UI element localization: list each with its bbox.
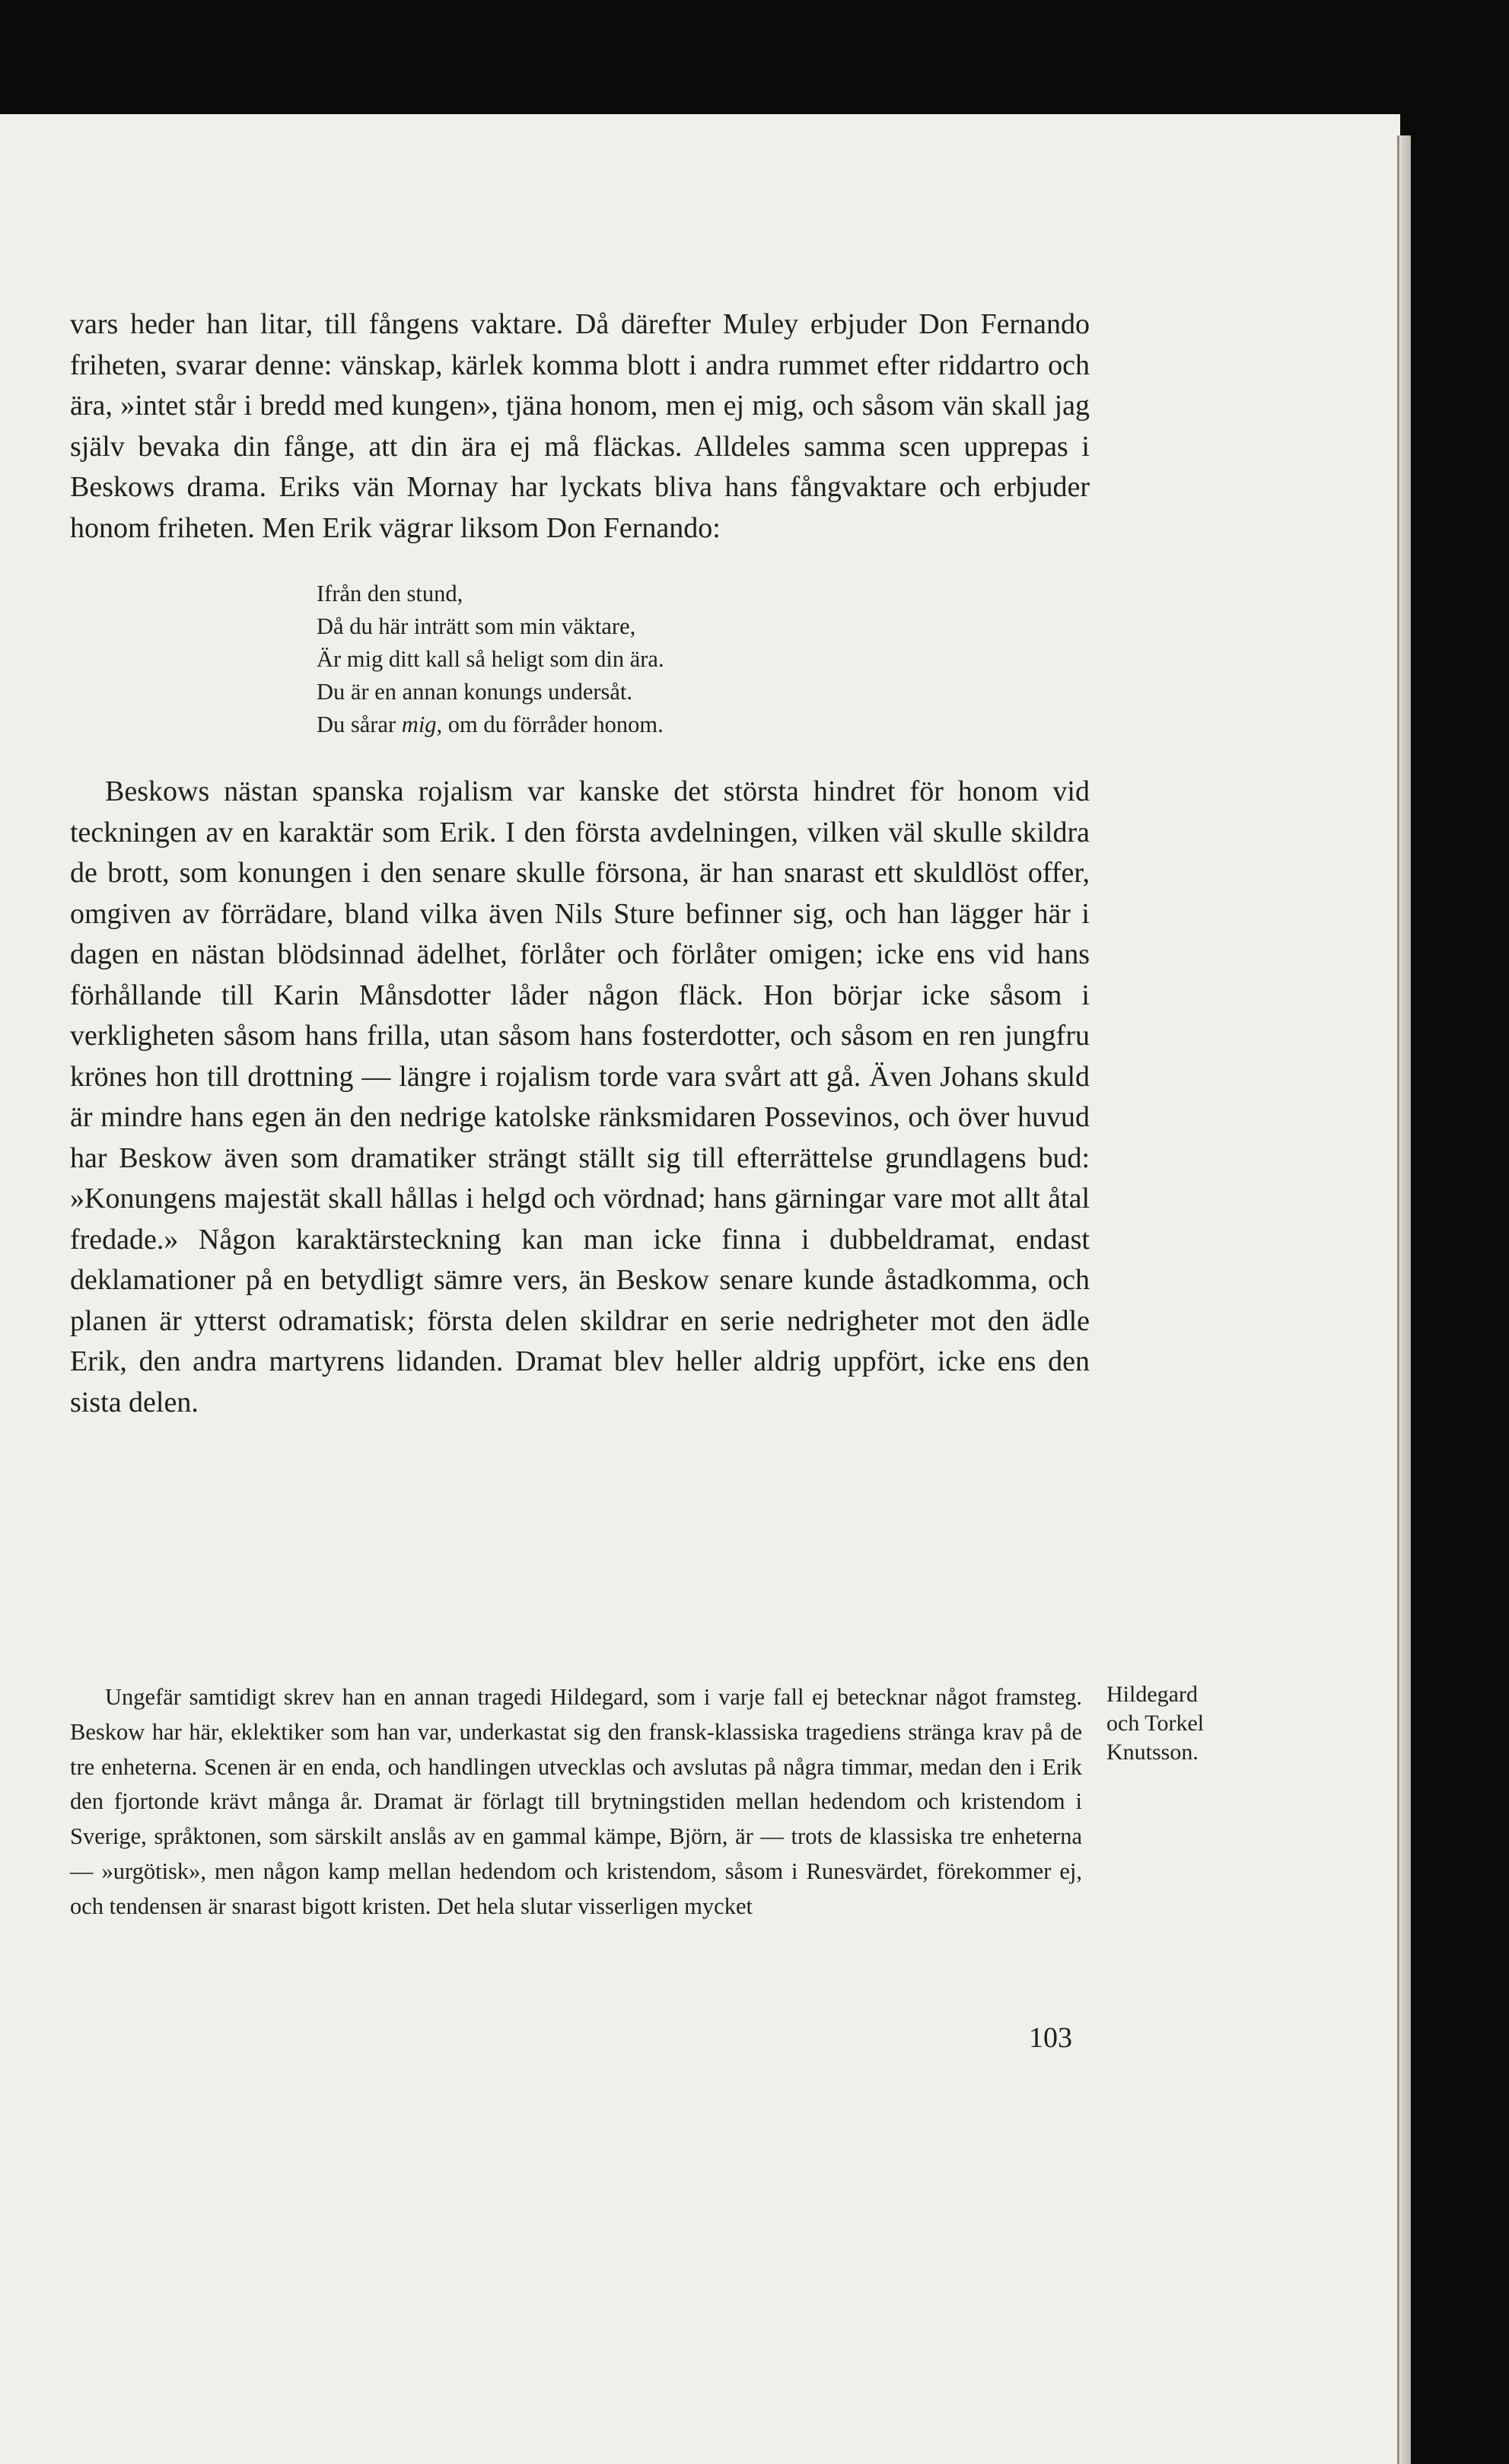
main-text-block [70, 304, 1090, 1423]
verse-line-5-post: om du förråder honom. [442, 712, 664, 737]
margin-note-line-3: Knutsson. [1106, 1740, 1199, 1765]
body-paragraph-2: Beskows nästan spanska rojalism var kanske det största hindret för honom vid teckningen av en karaktär som Erik. I den första avdelningen, vilken väl skulle skildra de brott, som konungen i den senare skulle försona, är han snarast ett skuldlöst offer, omgiven av förrädare, bland vilka även Nils Sture befinner sig, och han lägger här i dagen en nästan blödsinnad ädelhet, förlåter och förlåter omigen; icke ens vid hans förhållande till Karin Månsdotter låder någon fläck. Hon börjar icke såsom i verkligheten såsom hans frilla, utan såsom hans fosterdotter, och såsom en ren jungfru krönes hon till drottning — längre i rojalism torde vara svårt att gå. Även Johans skuld är mindre hans egen än den nedrige katolske ränksmidaren Possevinos, och över huvud har Beskow även som dramatiker strängt ställt sig till efterrättelse grundlagens bud: »Konungens majestät skall hållas i helgd och vördnad; hans gärningar vare mot allt åtal fredade.» Någon karaktärsteckning kan man icke finna i dubbeldramat, endast deklamationer på en betydligt sämre vers, än Beskow senare kunde åstadkomma, och planen är ytterst odramatisk; första delen skildrar en serie nedrigheter mot den ädle Erik, den andra martyrens lidanden. Dramat blev heller aldrig uppfört, icke ens den sista delen. [70, 775, 1090, 1418]
margin-note-line-2: och Torkel [1106, 1711, 1205, 1736]
verse-line-4: Du är en annan konungs undersåt. [317, 679, 633, 705]
page-spine [1397, 135, 1399, 2464]
verse-line-5-emphasis: mig, [401, 712, 443, 737]
page-number: 103 [1029, 2022, 1072, 2054]
verse-line-3: Är mig ditt kall så heligt som din ära. [317, 646, 664, 672]
body-paragraph-1: vars heder han litar, till fångens vaktare. Då därefter Muley erbjuder Don Fernando friheten, svarar denne: vänskap, kärlek komma blott i andra rummet efter riddartro och ära, »intet står i bredd med kungen», tjäna honom, men ej mig, och såsom vän skall jag själv bevaka din fånge, att din ära ej må fläckas. Alldeles samma scen upprepas i Beskows drama. Eriks vän Mornay har lyckats bliva hans fångvaktare och erbjuder honom friheten. Men Erik vägrar liksom Don Fernando: [70, 308, 1090, 544]
verse-quotation [317, 578, 1090, 741]
small-print-block [70, 1680, 1082, 1924]
small-print-paragraph: Ungefär samtidigt skrev han en annan tragedi Hildegard, som i varje fall ej betecknar något framsteg. Beskow har här, eklektiker som han var, underkastat sig den fransk-klassiska tragediens stränga krav på de tre enheterna. Scenen är en enda, och handlingen utvecklas och avslutas på några timmar, medan den i Erik den fjortonde krävt många år. Dramat är förlagt till brytningstiden mellan hedendom och kristendom i Sverige, språktonen, som särskilt anslås av en gammal kämpe, Björn, är — trots de klassiska tre enheterna — »urgötisk», men någon kamp mellan hedendom och kristendom, såsom i Runesvärdet, förekommer ej, och tendensen är snarast bigott kristen. Det hela slutar visserligen mycket [70, 1684, 1082, 1919]
margin-note-line-1: Hildegard [1106, 1682, 1198, 1707]
verse-line-2: Då du här inträtt som min väktare, [317, 613, 636, 639]
page-edge [1400, 135, 1411, 2464]
verse-line-1: Ifrån den stund, [317, 581, 463, 606]
verse-line-5 [317, 708, 1090, 741]
verse-line-5-pre: Du sårar [317, 712, 402, 737]
margin-note [1106, 1680, 1251, 1767]
